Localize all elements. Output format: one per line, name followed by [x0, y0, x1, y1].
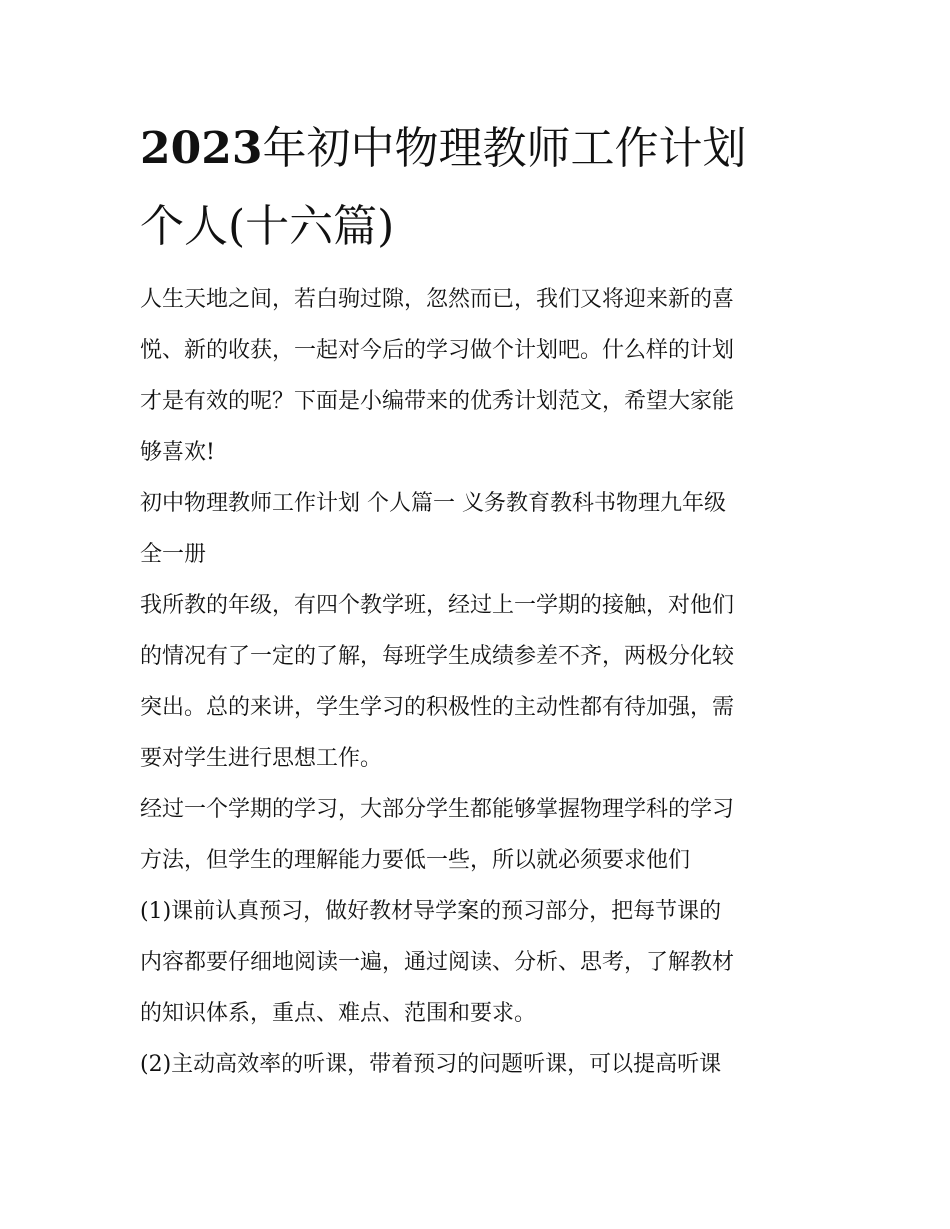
title-line-1	[140, 123, 746, 174]
body-line: 的知识体系，重点、难点、范围和要求。	[140, 1001, 537, 1026]
body-line: 全一册	[140, 542, 207, 567]
body-line: 方法，但学生的理解能力要低一些，所以就必须要求他们	[140, 848, 691, 873]
body-line: 经过一个学期的学习，大部分学生都能够掌握物理学科的学习	[140, 797, 735, 822]
body-line: 初中物理教师工作计划 个人篇一 义务教育教科书物理九年级	[140, 491, 726, 516]
body-line: 突出。总的来讲，学生学习的积极性的主动性都有待加强，需	[140, 695, 735, 720]
body-line: 我所教的年级，有四个教学班，经过上一学期的接触，对他们	[140, 593, 735, 618]
body-line: 人生天地之间，若白驹过隙，忽然而已，我们又将迎来新的喜	[140, 287, 735, 312]
title-line-1-text: 年初中物理教师工作计划	[262, 123, 747, 174]
body-line: (2)主动高效率的听课，带着预习的问题听课，可以提高听课	[140, 1052, 722, 1077]
title-year: 2023	[140, 123, 263, 174]
body-line: 悦、新的收获，一起对今后的学习做个计划吧。什么样的计划	[140, 338, 735, 363]
body-line: 够喜欢!	[140, 440, 215, 465]
body-line: 内容都要仔细地阅读一遍，通过阅读、分析、思考，了解教材	[140, 950, 735, 975]
body-line: (1)课前认真预习，做好教材导学案的预习部分，把每节课的	[140, 899, 722, 924]
body-line: 要对学生进行思想工作。	[140, 746, 383, 771]
body-line: 的情况有了一定的了解，每班学生成绩参差不齐，两极分化较	[140, 644, 735, 669]
document-body	[140, 274, 820, 1090]
page-title	[140, 110, 820, 266]
title-line-2: 个人(十六篇)	[140, 201, 395, 252]
body-line: 才是有效的呢？下面是小编带来的优秀计划范文，希望大家能	[140, 389, 735, 414]
